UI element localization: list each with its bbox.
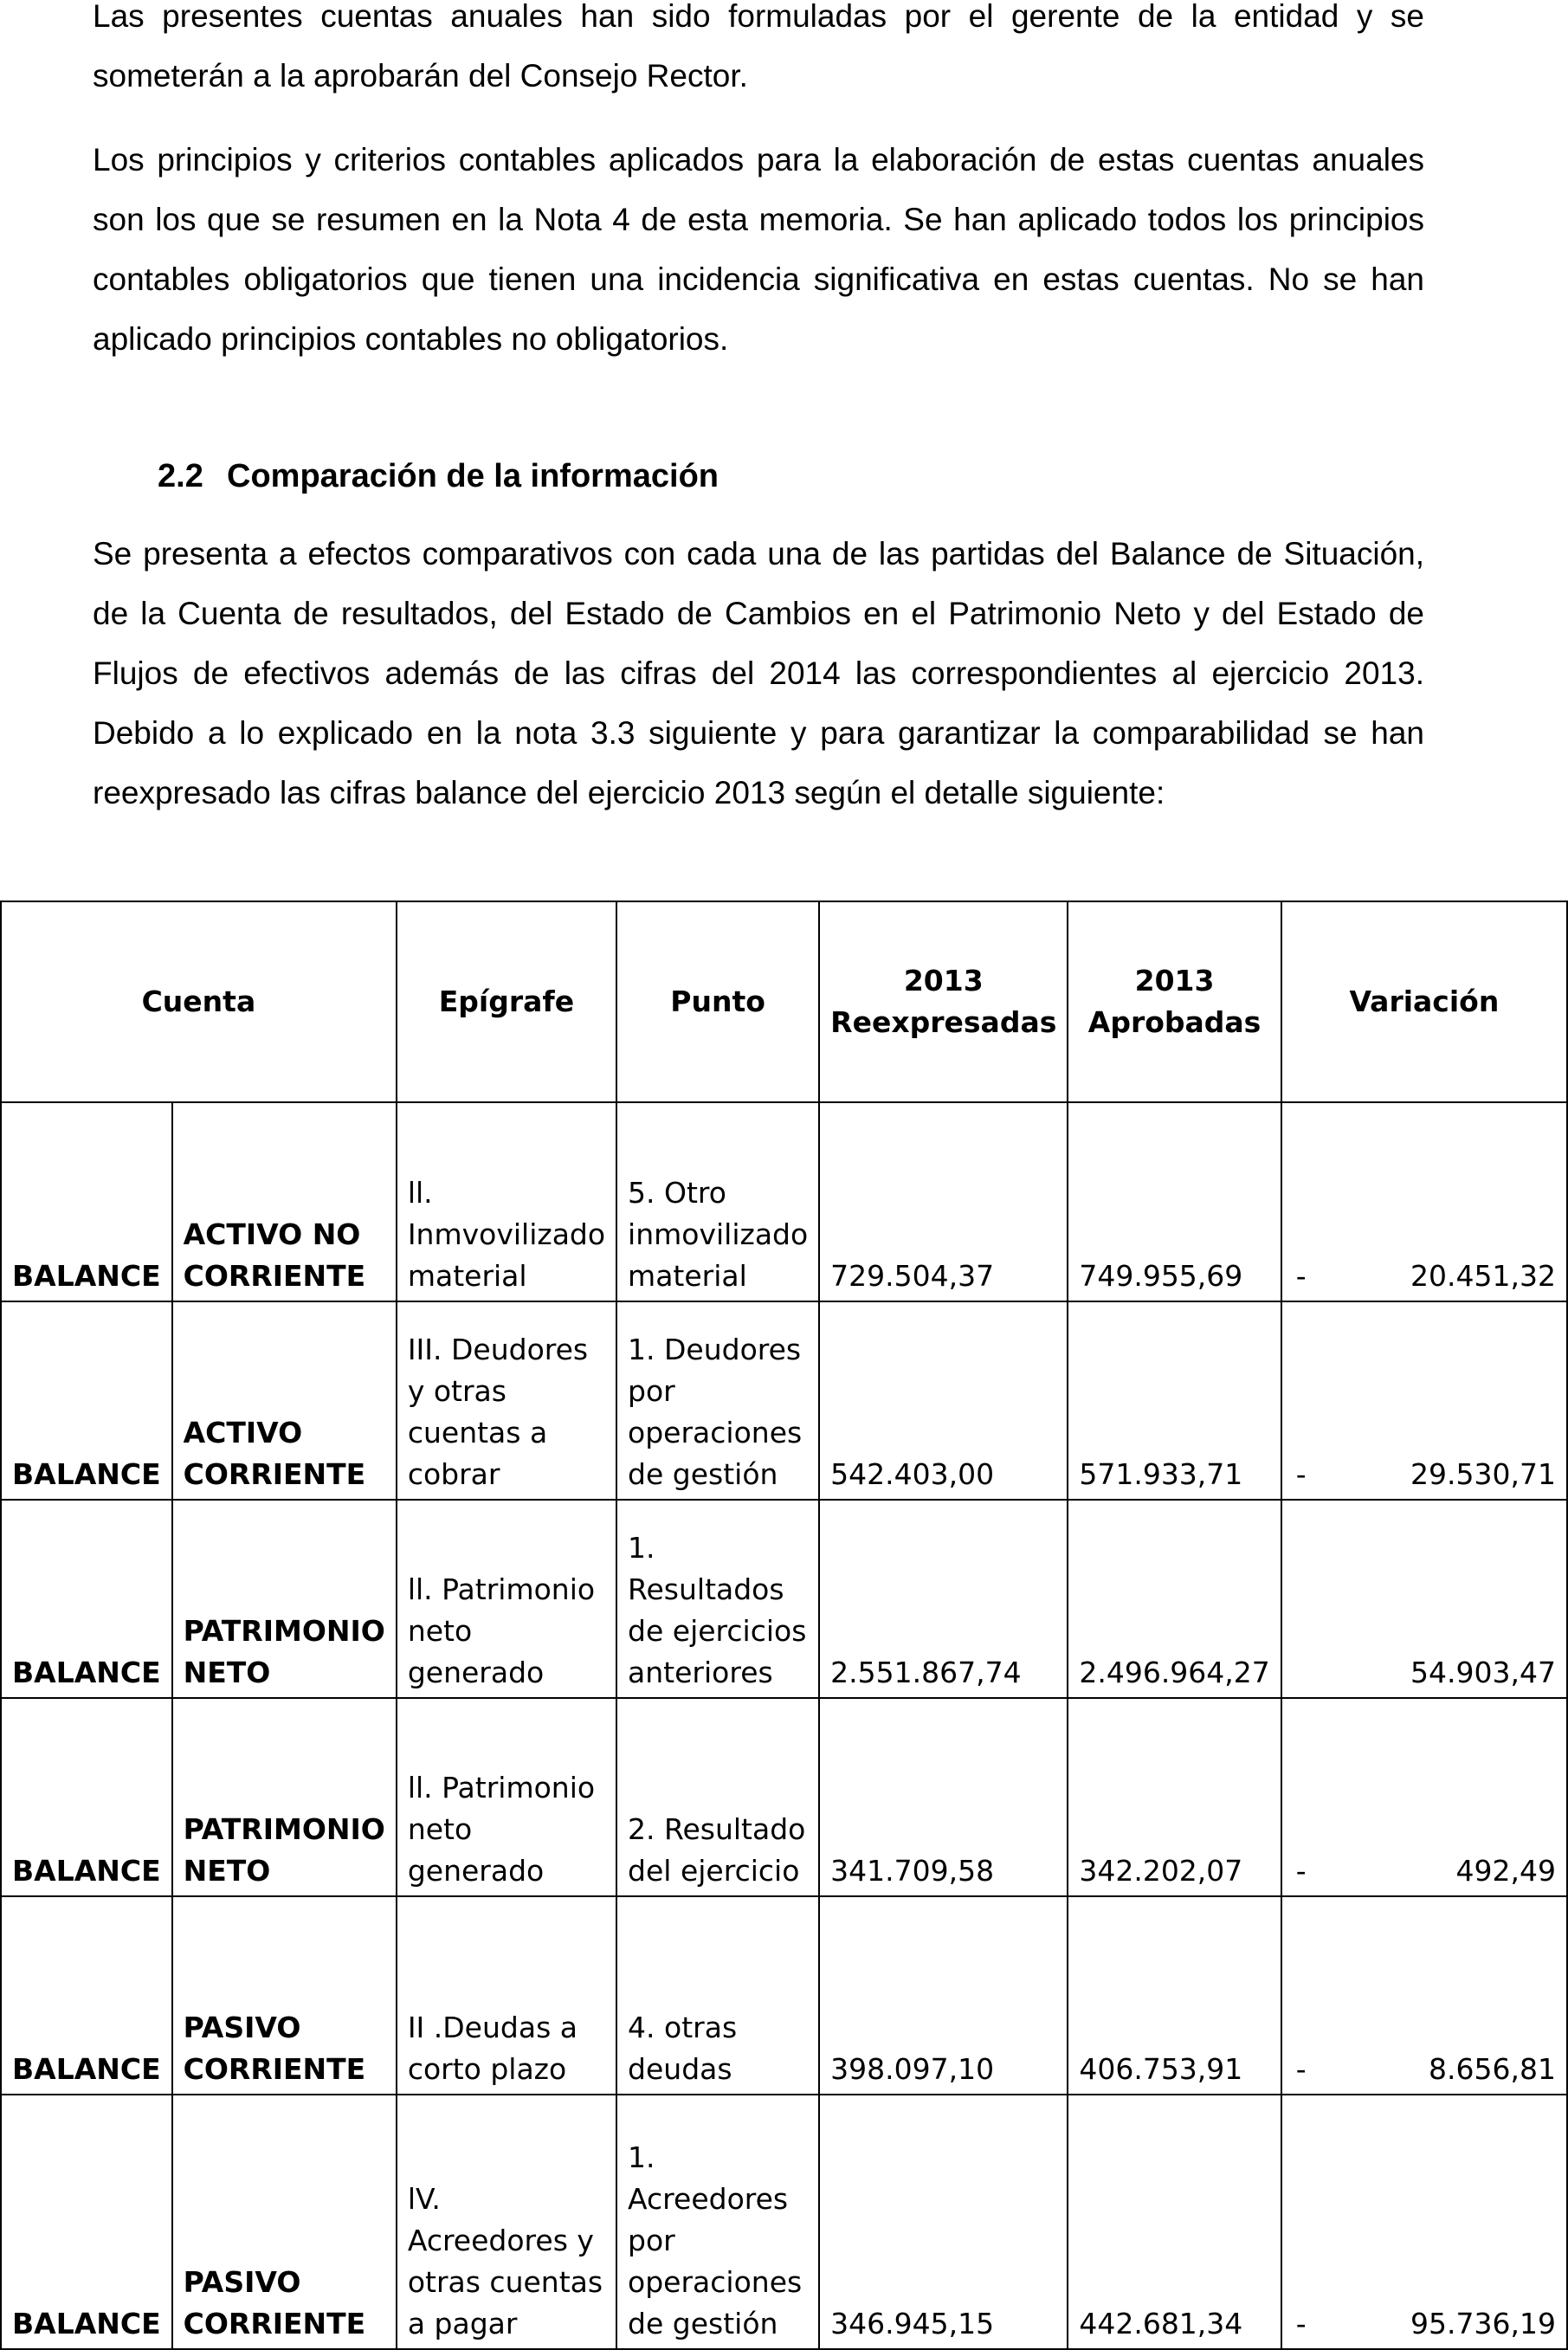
principles-paragraph: Los principios y criterios contables aplicados para la elaboración de estas cuentas anuales son los que se resumen en la Nota 4 de esta memoria. Se han aplicado todos los principios contables obligatorios que tienen una incidencia significativa en estas cuentas. No se han aplicado principios contables no obligatorios. [93,142,1424,357]
minus-sign: - [1295,1854,1307,1888]
minus-sign: - [1295,2307,1307,2340]
minus-sign: - [1295,1259,1307,1293]
cell-cuenta: PATRIMONIO NETO [172,1500,397,1698]
cell-aprobadas: 342.202,07 [1068,1698,1281,1896]
cell-tipo: BALANCE [1,1698,172,1896]
cell-aprobadas: 571.933,71 [1068,1301,1281,1500]
cell-tipo: BALANCE [1,1896,172,2095]
cell-tipo: BALANCE [1,1301,172,1500]
cell-reexpresadas: 398.097,10 [819,1896,1068,2095]
cell-reexpresadas: 729.504,37 [819,1102,1068,1301]
section-number: 2.2 [158,458,203,494]
variacion-value: 29.530,71 [1410,1457,1556,1491]
cell-tipo: BALANCE [1,2095,172,2349]
cell-epigrafe: lV. Acreedores y otras cuentas a pagar [397,2095,616,2349]
cell-variacion [1281,1896,1567,2095]
cell-epigrafe: ll. Patrimonio neto generado [397,1500,616,1698]
variacion-value: 95.736,19 [1410,2307,1556,2340]
cell-reexpresadas: 341.709,58 [819,1698,1068,1896]
cell-aprobadas: 442.681,34 [1068,2095,1281,2349]
cell-aprobadas: 749.955,69 [1068,1102,1281,1301]
section-heading [158,450,719,502]
cell-variacion [1281,1301,1567,1500]
variacion-value: 20.451,32 [1410,1259,1556,1293]
header-variacion: Variación [1281,901,1567,1102]
table-row [1,2095,1567,2349]
cell-punto: 4. otras deudas [616,1896,819,2095]
section-title: Comparación de la información [227,458,719,494]
cell-epigrafe: III. Deudores y otras cuentas a cobrar [397,1301,616,1500]
cell-punto: 5. Otro inmovilizado material [616,1102,819,1301]
cell-variacion [1281,2095,1567,2349]
cell-cuenta: PASIVO CORRIENTE [172,1896,397,2095]
header-punto: Punto [616,901,819,1102]
header-cuenta: Cuenta [1,901,397,1102]
minus-sign: - [1295,2052,1307,2086]
cell-punto: 2. Resultado del ejercicio [616,1698,819,1896]
variacion-value: 492,49 [1455,1854,1556,1888]
cell-epigrafe: ll. Inmvovilizado material [397,1102,616,1301]
cell-cuenta: ACTIVO CORRIENTE [172,1301,397,1500]
cell-aprobadas: 2.496.964,27 [1068,1500,1281,1698]
cell-reexpresadas: 542.403,00 [819,1301,1068,1500]
cell-cuenta: PASIVO CORRIENTE [172,2095,397,2349]
table-row [1,1301,1567,1500]
cell-punto: 1. Acreedores por operaciones de gestión [616,2095,819,2349]
cell-aprobadas: 406.753,91 [1068,1896,1281,2095]
table-row [1,1896,1567,2095]
table-row [1,1500,1567,1698]
intro-paragraph: Las presentes cuentas anuales han sido formuladas por el gerente de la entidad y se someterán a la aprobarán del Consejo Rector. [93,0,1424,94]
cell-variacion [1281,1500,1567,1698]
cell-cuenta: PATRIMONIO NETO [172,1698,397,1896]
minus-sign: - [1295,1457,1307,1491]
table-row [1,1102,1567,1301]
comparison-table [0,901,1568,2350]
cell-variacion [1281,1102,1567,1301]
header-epigrafe: Epígrafe [397,901,616,1102]
cell-tipo: BALANCE [1,1102,172,1301]
cell-punto: 1. Resultados de ejercicios anteriores [616,1500,819,1698]
cell-cuenta: ACTIVO NO CORRIENTE [172,1102,397,1301]
cell-tipo: BALANCE [1,1500,172,1698]
cell-epigrafe: II .Deudas a corto plazo [397,1896,616,2095]
cell-reexpresadas: 346.945,15 [819,2095,1068,2349]
table-header-row [1,901,1567,1102]
variacion-value: 54.903,47 [1410,1656,1556,1689]
table-row [1,1698,1567,1896]
cell-reexpresadas: 2.551.867,74 [819,1500,1068,1698]
header-reexpresadas: 2013 Reexpresadas [819,901,1068,1102]
cell-variacion [1281,1698,1567,1896]
comparison-paragraph: Se presenta a efectos comparativos con cada una de las partidas del Balance de Situación, de la Cuenta de resultados, del Estado de Cambios en el Patrimonio Neto y del Estado de Flujos de efectivos además de las cifras del 2014 las correspondientes al ejercicio 2013. Debido a lo explicado en la nota 3.3 siguiente y para garantizar la comparabilidad se han reexpresado las cifras balance del ejercicio 2013 según el detalle siguiente: [93,536,1424,810]
variacion-value: 8.656,81 [1429,2052,1556,2086]
cell-epigrafe: ll. Patrimonio neto generado [397,1698,616,1896]
cell-punto: 1. Deudores por operaciones de gestión [616,1301,819,1500]
header-aprobadas: 2013 Aprobadas [1068,901,1281,1102]
